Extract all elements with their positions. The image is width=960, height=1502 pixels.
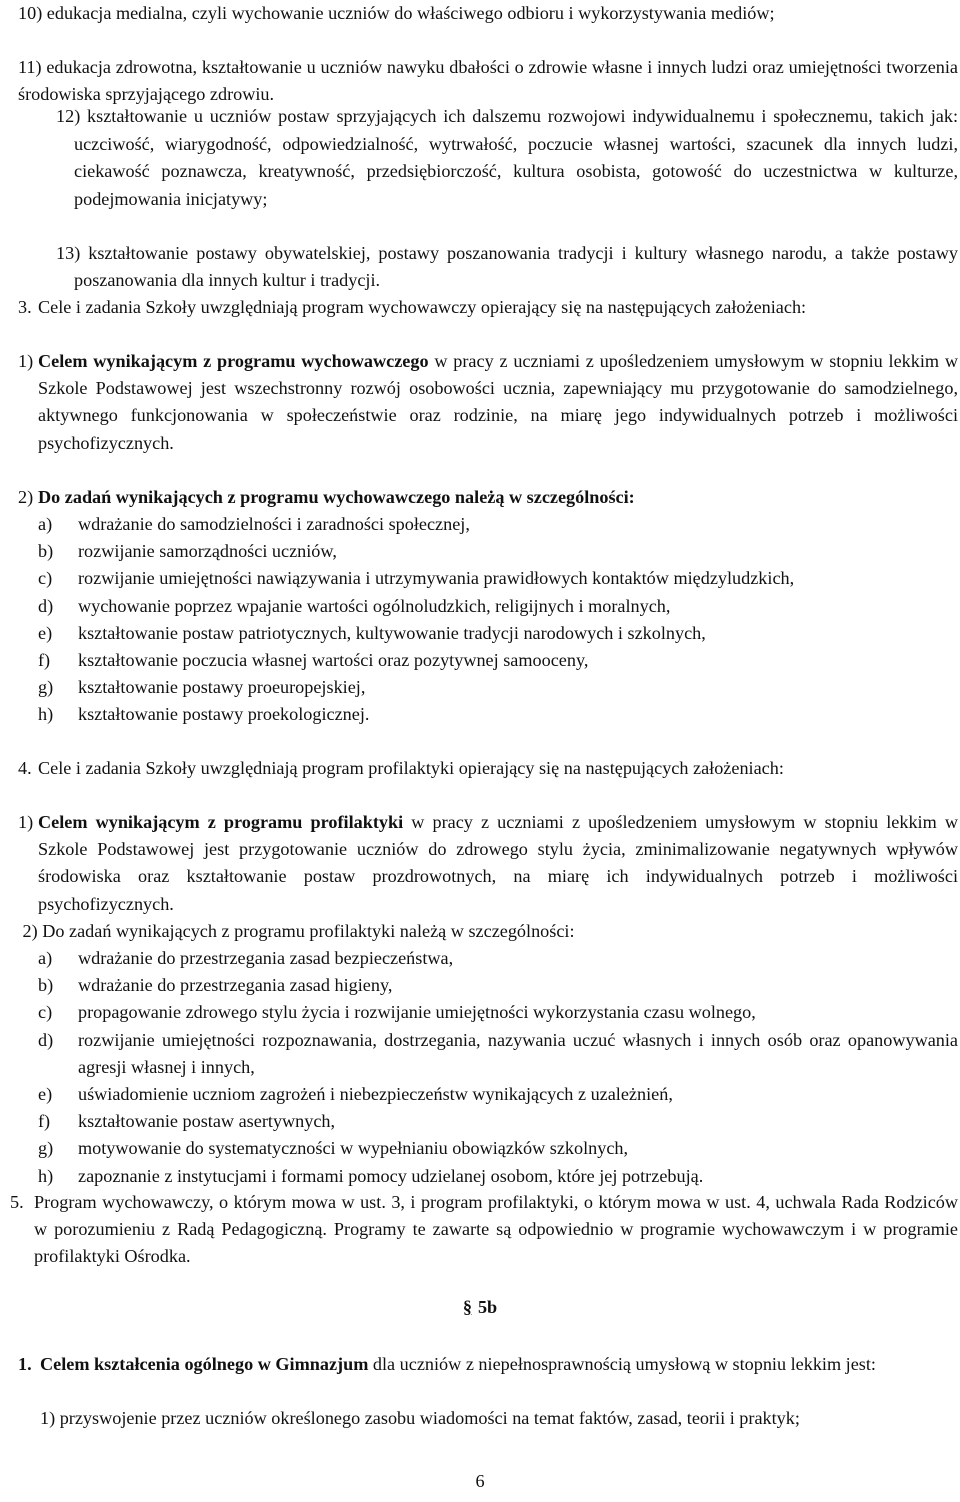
list-item-13: 13) kształtowanie postawy obywatelskiej, postawy poszanowania tradycji i kultury własnego narodu, a także postawy poszanowania dla innych kultur i tradycji. — [56, 243, 958, 291]
section-3-intro — [18, 294, 958, 321]
point-bold-lead: Celem wynikającym z programu profilaktyki — [38, 812, 404, 832]
section-4-point-1 — [18, 809, 958, 918]
list-item-label: f) — [38, 650, 51, 671]
list-item-text: rozwijanie umiejętności nawiązywania i utrzymywania prawidłowych kontaktów międzyludzkich, — [78, 568, 795, 589]
list-item-text: wychowanie poprzez wpajanie wartości ogólnoludzkich, religijnych i moralnych, — [78, 595, 671, 616]
list-item-text: kształtowanie postaw asertywnych, — [78, 1111, 336, 1132]
list-item-label: f) — [38, 1111, 51, 1132]
list-item-label: g) — [38, 1138, 54, 1159]
list-item — [38, 972, 958, 999]
list-item — [38, 620, 958, 647]
section-3-text: Cele i zadania Szkoły uwzględniają program wychowawczy opierający się na następujących założeniach: — [38, 297, 807, 317]
list-item-label: b) — [38, 541, 54, 562]
list-item-text: kształtowanie postaw patriotycznych, kultywowanie tradycji narodowych i szkolnych, — [78, 622, 706, 643]
list-item-text: zapoznanie z instytucjami i formami pomocy udzielanej osobom, które jej potrzebują. — [78, 1165, 704, 1186]
section-3-sublist — [38, 511, 958, 729]
list-item-12: 12) kształtowanie u uczniów postaw sprzyjających ich dalszemu rozwojowi indywidualnemu i społecznemu, takich jak: uczciwość, wiarygodność, odpowiedzialność, wytrwałość, poczucie własnej wartości, szacunek dla innych ludzi, ciekawość poznawcza, kreatywność, przedsiębiorczość, kultura osobista, gotowość do uczestnictwa w kulturze, podejmowania inicjatywy; — [56, 106, 958, 209]
list-item-text: wdrażanie do samodzielności i zaradności społecznej, — [78, 514, 470, 534]
list-item-11: 11) edukacja zdrowotna, kształtowanie u uczniów nawyku dbałości o zdrowie własne i innych ludzi oraz umiejętności tworzenia środowiska sprzyjającego zdrowiu. — [18, 57, 958, 105]
list-item — [38, 945, 958, 972]
section-4-point-2: 2) Do zadań wynikających z programu profilaktyki należą w szczególności: — [18, 921, 575, 941]
list-item-label: g) — [38, 677, 54, 698]
section-4-number: 4. — [18, 758, 32, 778]
list-item — [38, 1108, 958, 1135]
point-bold-lead: Celem wynikającym z programu wychowawczego — [38, 351, 429, 371]
point-body: w pracy z uczniami z upośledzeniem umysłowym w stopniu lekkim w Szkole Podstawowej jest wszechstronny rozwój osobowości ucznia, zapewniający mu przygotowanie do samodzielnego, aktywnego funkcjonowania w społeczeństwie oraz rodzinie, na miarę jego indywidualnych potrzeb i możliwości psychofizycznych. — [38, 351, 958, 453]
gim-item-1: 1) przyswojenie przez uczniów określonego zasobu wiadomości na temat faktów, zasad, teorii i praktyk; — [40, 1408, 800, 1428]
point-text — [38, 348, 958, 457]
point-body: w pracy z uczniami z upośledzeniem umysłowym w stopniu lekkim w Szkole Podstawowej jest przygotowanie uczniów do zdrowego stylu życia, zminimalizowanie negatywnych wpływów środowiska oraz kształtowanie postaw prozdrowotnych, na miarę ich indywidualnych potrzeb i możliwości psychofizycznych. — [38, 812, 958, 914]
list-item — [38, 647, 958, 674]
list-item — [38, 1081, 958, 1108]
list-item — [38, 701, 958, 728]
point-text — [38, 809, 958, 918]
list-item-text: wdrażanie do przestrzegania zasad bezpieczeństwa, — [78, 948, 454, 968]
list-item — [38, 999, 958, 1026]
list-item-label: c) — [38, 1002, 53, 1023]
paragraph-number: 5b — [477, 1297, 498, 1317]
gim-point-1 — [18, 1351, 938, 1378]
section-4-sublist — [38, 945, 958, 1190]
section-3-point-1 — [18, 348, 958, 457]
list-item-text: motywowanie do systematyczności w wypełnianiu obowiązków szkolnych, — [78, 1138, 629, 1159]
point-body: dla uczniów z niepełnosprawnością umysłową w stopniu lekkim jest: — [368, 1354, 876, 1374]
page-number: 6 — [475, 1471, 485, 1491]
list-item-label: a) — [38, 948, 53, 968]
list-item-10: 10) edukacja medialna, czyli wychowanie uczniów do właściwego odbioru i wykorzystywania mediów; — [18, 3, 775, 23]
list-item-text: kształtowanie poczucia własnej wartości oraz pozytywnej samooceny, — [78, 650, 589, 671]
point-number: 1) — [18, 351, 34, 371]
point-text — [40, 1351, 938, 1378]
section-5-text: Program wychowawczy, o którym mowa w ust. 3, i program profilaktyki, o którym mowa w ust. 4, uchwala Rada Rodziców w porozumieniu z Radą Pedagogiczną. Programy te zawarte są odpowiednio w programie wychowawczym i w programie profilaktyki Ośrodka. — [34, 1192, 958, 1267]
paragraph-heading — [0, 1294, 960, 1321]
list-item — [38, 1163, 958, 1190]
list-item — [38, 511, 958, 538]
point-number: 1. — [18, 1354, 32, 1374]
section-5 — [10, 1189, 958, 1271]
point-number: 1) — [18, 812, 34, 832]
list-item — [38, 565, 958, 592]
list-item-text: wdrażanie do przestrzegania zasad higieny, — [78, 975, 393, 996]
section-4-text: Cele i zadania Szkoły uwzględniają program profilaktyki opierający się na następujących założeniach: — [38, 758, 784, 778]
list-item-label: b) — [38, 975, 54, 996]
section-3-point-2 — [18, 484, 958, 511]
list-item-label: a) — [38, 514, 53, 534]
list-item — [38, 593, 958, 620]
list-item — [38, 1027, 958, 1081]
list-item-text: rozwijanie umiejętności rozpoznawania, dostrzegania, nazywania uczuć własnych i innych osób oraz opanowywania agresji własnej i innych, — [78, 1029, 958, 1077]
list-item-label: e) — [38, 1084, 53, 1105]
list-item-text: uświadomienie uczniom zagrożeń i niebezpieczeństw wynikających z uzależnień, — [78, 1084, 673, 1105]
list-item-label: e) — [38, 622, 53, 643]
list-item-label: d) — [38, 595, 54, 616]
section-sign-icon: § — [462, 1297, 472, 1317]
section-4-intro — [18, 755, 958, 782]
list-item-label: h) — [38, 704, 54, 725]
list-item — [38, 538, 958, 565]
list-item — [38, 674, 958, 701]
list-item-label: c) — [38, 568, 53, 589]
list-item-text: kształtowanie postawy proekologicznej. — [78, 704, 370, 725]
list-item-text: propagowanie zdrowego stylu życia i rozwijanie umiejętności wykorzystania czasu wolnego, — [78, 1002, 756, 1023]
section-5-number: 5. — [10, 1192, 24, 1212]
point-bold-heading: Do zadań wynikających z programu wychowawczego należą w szczególności: — [38, 487, 635, 507]
list-item-label: d) — [38, 1029, 54, 1050]
list-item-text: kształtowanie postawy proeuropejskiej, — [78, 677, 366, 698]
list-item-label: h) — [38, 1165, 54, 1186]
list-item-text: rozwijanie samorządności uczniów, — [78, 541, 337, 562]
point-number: 2) — [18, 487, 34, 507]
section-3-number: 3. — [18, 297, 32, 317]
point-bold-lead: Celem kształcenia ogólnego w Gimnazjum — [40, 1354, 369, 1374]
list-item — [38, 1135, 958, 1162]
